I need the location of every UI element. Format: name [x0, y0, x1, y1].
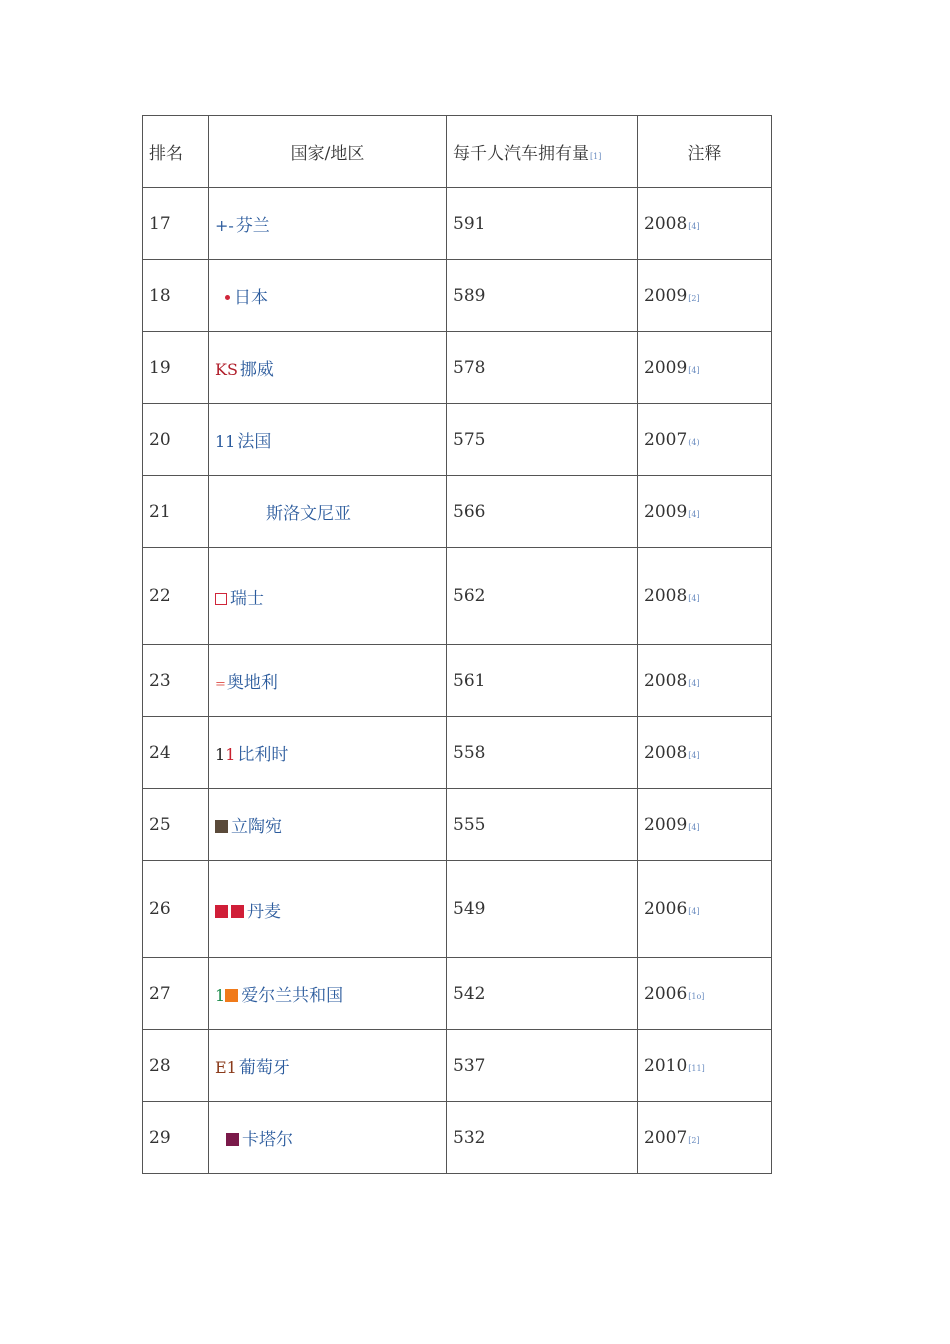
table-row	[143, 260, 772, 332]
rank-cell: 29	[143, 1102, 209, 1174]
note-year: 2008	[644, 742, 688, 763]
note-ref-link[interactable]: [4]	[688, 822, 700, 832]
rank-cell: 28	[143, 1030, 209, 1102]
country-link[interactable]: 日本	[234, 288, 268, 308]
table-row	[143, 1030, 772, 1102]
country-cell	[209, 789, 447, 861]
note-cell	[638, 789, 772, 861]
note-ref-link[interactable]: (4)	[688, 437, 700, 447]
austria-flag-icon: =	[215, 677, 226, 692]
note-year: 2008	[644, 213, 688, 234]
value-cell: 591	[447, 188, 638, 260]
country-link[interactable]: 法国	[237, 432, 272, 452]
value-cell: 578	[447, 332, 638, 404]
note-year: 2007	[644, 429, 688, 450]
note-cell	[638, 861, 772, 958]
value-cell: 562	[447, 548, 638, 645]
note-cell	[638, 404, 772, 476]
value-cell: 542	[447, 958, 638, 1030]
portugal-flag-icon: E1	[215, 1058, 237, 1077]
note-ref-link[interactable]: [4]	[688, 750, 700, 760]
country-link[interactable]: 丹麦	[247, 901, 281, 922]
country-link[interactable]: 卡塔尔	[242, 1130, 293, 1150]
country-link[interactable]: 挪威	[239, 360, 274, 380]
belgium-flag-icon: 11	[215, 745, 236, 764]
table-header-row	[143, 116, 772, 188]
country-cell	[209, 645, 447, 717]
rank-cell: 18	[143, 260, 209, 332]
note-year: 2006	[644, 983, 688, 1004]
country-cell	[209, 861, 447, 958]
value-cell: 532	[447, 1102, 638, 1174]
value-cell: 558	[447, 717, 638, 789]
note-ref-link[interactable]: [4]	[688, 365, 700, 375]
note-year: 2006	[644, 899, 688, 919]
note-cell	[638, 188, 772, 260]
finland-flag-icon: +-	[215, 216, 234, 235]
header-value	[447, 116, 638, 188]
value-cell: 549	[447, 861, 638, 958]
car-ownership-table	[142, 115, 772, 1174]
value-cell: 555	[447, 789, 638, 861]
rank-cell: 17	[143, 188, 209, 260]
france-flag-icon: 11	[215, 432, 236, 451]
switzerland-flag-icon	[215, 593, 227, 605]
rank-cell: 22	[143, 548, 209, 645]
note-ref-link[interactable]: [4]	[688, 678, 700, 688]
rank-cell: 25	[143, 789, 209, 861]
country-cell	[209, 958, 447, 1030]
country-cell	[209, 332, 447, 404]
country-link[interactable]: 葡萄牙	[238, 1058, 290, 1078]
country-cell	[209, 476, 447, 548]
header-value-ref[interactable]: [1]	[590, 152, 602, 161]
rank-cell: 26	[143, 861, 209, 958]
note-ref-link[interactable]: [4]	[688, 509, 700, 519]
country-link[interactable]: 奥地利	[226, 673, 278, 693]
table-row	[143, 476, 772, 548]
country-cell	[209, 260, 447, 332]
value-cell: 561	[447, 645, 638, 717]
header-rank: 排名	[143, 116, 209, 188]
note-cell	[638, 645, 772, 717]
japan-flag-icon	[225, 295, 230, 300]
note-year: 2009	[644, 501, 688, 522]
rank-cell: 21	[143, 476, 209, 548]
note-cell	[638, 260, 772, 332]
note-ref-link[interactable]: [11]	[688, 1063, 705, 1073]
table-row	[143, 548, 772, 645]
table-row	[143, 958, 772, 1030]
country-link[interactable]: 斯洛文尼亚	[266, 504, 351, 524]
country-cell	[209, 1102, 447, 1174]
note-ref-link[interactable]: [1o]	[688, 991, 705, 1001]
country-link[interactable]: 芬兰	[235, 216, 270, 236]
value-cell: 589	[447, 260, 638, 332]
note-ref-link[interactable]: [2]	[688, 1135, 700, 1145]
norway-flag-icon: KS	[215, 360, 238, 379]
note-cell	[638, 332, 772, 404]
country-cell	[209, 188, 447, 260]
note-cell	[638, 476, 772, 548]
lithuania-flag-icon	[215, 820, 228, 833]
table-row	[143, 332, 772, 404]
note-year: 2010	[644, 1055, 688, 1076]
table-row	[143, 717, 772, 789]
note-year: 2009	[644, 814, 688, 835]
note-cell	[638, 717, 772, 789]
rank-cell: 27	[143, 958, 209, 1030]
note-year: 2009	[644, 285, 688, 306]
qatar-flag-icon	[226, 1133, 239, 1146]
country-cell	[209, 404, 447, 476]
value-cell: 566	[447, 476, 638, 548]
rank-cell: 23	[143, 645, 209, 717]
note-year: 2008	[644, 670, 688, 691]
country-link[interactable]: 立陶宛	[231, 817, 282, 837]
rank-cell: 24	[143, 717, 209, 789]
note-cell	[638, 958, 772, 1030]
rank-cell: 19	[143, 332, 209, 404]
header-country: 国家/地区	[209, 116, 447, 188]
value-cell: 537	[447, 1030, 638, 1102]
table-row	[143, 861, 772, 958]
header-value-label: 每千人汽车拥有量	[453, 144, 589, 164]
table-row	[143, 789, 772, 861]
note-year: 2007	[644, 1127, 688, 1148]
table-row	[143, 1102, 772, 1174]
note-year: 2008	[644, 586, 688, 606]
country-link[interactable]: 爱尔兰共和国	[241, 986, 344, 1006]
value-cell: 575	[447, 404, 638, 476]
country-cell	[209, 1030, 447, 1102]
country-cell	[209, 717, 447, 789]
note-ref-link[interactable]: [2]	[688, 293, 700, 303]
rank-cell: 20	[143, 404, 209, 476]
country-link[interactable]: 瑞士	[230, 588, 264, 609]
table-row	[143, 645, 772, 717]
note-ref-link[interactable]: [4]	[688, 594, 700, 603]
table-row	[143, 188, 772, 260]
note-cell	[638, 1102, 772, 1174]
denmark-flag-icon	[215, 902, 247, 922]
note-cell	[638, 548, 772, 645]
note-ref-link[interactable]: [4]	[688, 907, 700, 916]
note-year: 2009	[644, 357, 688, 378]
note-cell	[638, 1030, 772, 1102]
country-link[interactable]: 比利时	[237, 745, 289, 765]
ireland-flag-icon: 1	[215, 986, 241, 1006]
note-ref-link[interactable]: [4]	[688, 221, 700, 231]
header-note: 注释	[638, 116, 772, 188]
table-row	[143, 404, 772, 476]
country-cell	[209, 548, 447, 645]
